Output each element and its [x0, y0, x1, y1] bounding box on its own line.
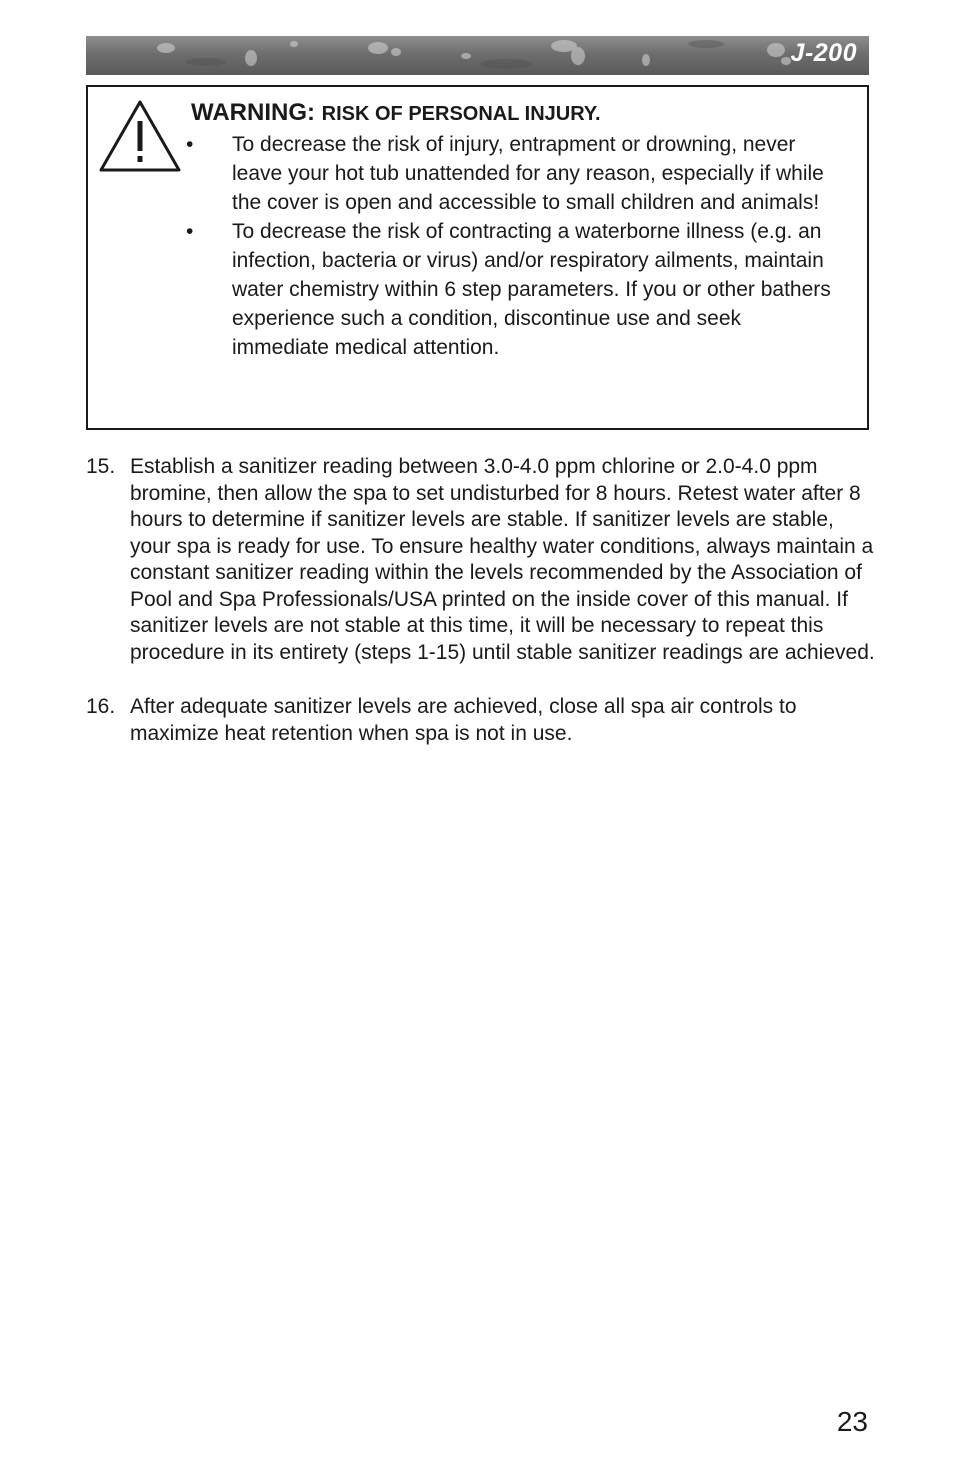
warning-box: [86, 85, 869, 430]
warning-list-item: [186, 130, 832, 217]
warning-subheading: RISK OF PERSONAL INJURY.: [321, 103, 601, 125]
warning-heading: WARNING:: [191, 99, 315, 126]
header-bar: [86, 36, 869, 75]
warning-text: To decrease the risk of injury, entrapment or drowning, never leave your hot tub unattended for any reason, especially if while the cover is open and accessible to small children and animals!: [232, 133, 824, 214]
step-text: Establish a sanitizer reading between 3.0-4.0 ppm chlorine or 2.0-4.0 ppm bromine, then allow the spa to set undisturbed for 8 hours. Retest water after 8 hours to determine if sanitizer levels are stable. If sanitizer levels are stable, your spa is ready for use. To ensure healthy water conditions, always maintain a constant sanitizer reading within the levels recommended by the Association of Pool and Spa Professionals/USA printed on the inside cover of this manual. If sanitizer levels are not stable at this time, it will be necessary to repeat this procedure in its entirety (steps 1-15) until stable sanitizer readings are achieved.: [130, 455, 875, 664]
bullet-icon: •: [186, 220, 194, 243]
step-text: After adequate sanitizer levels are achieved, close all spa air controls to maximize heat retention when spa is not in use.: [130, 695, 797, 745]
page-number: 23: [836, 1406, 868, 1437]
bullet-icon: •: [186, 133, 194, 156]
step-item: [86, 694, 876, 747]
step-item: [86, 454, 876, 666]
warning-list: [186, 130, 832, 362]
warning-text: To decrease the risk of contracting a waterborne illness (e.g. an infection, bacteria or virus) and/or respiratory ailments, maintain water chemistry within 6 step parameters. If you or other bathers experience such a condition, discontinue use and seek immediate medical attention.: [232, 220, 831, 359]
model-label: J-200: [790, 39, 857, 67]
step-number: 15.: [86, 455, 116, 478]
warning-triangle-icon: [98, 99, 182, 173]
warning-title: [191, 98, 601, 129]
step-number: 16.: [86, 695, 116, 718]
warning-list-item: [186, 217, 832, 362]
procedure-steps: [86, 454, 876, 747]
water-droplets-decoration: [86, 36, 869, 75]
